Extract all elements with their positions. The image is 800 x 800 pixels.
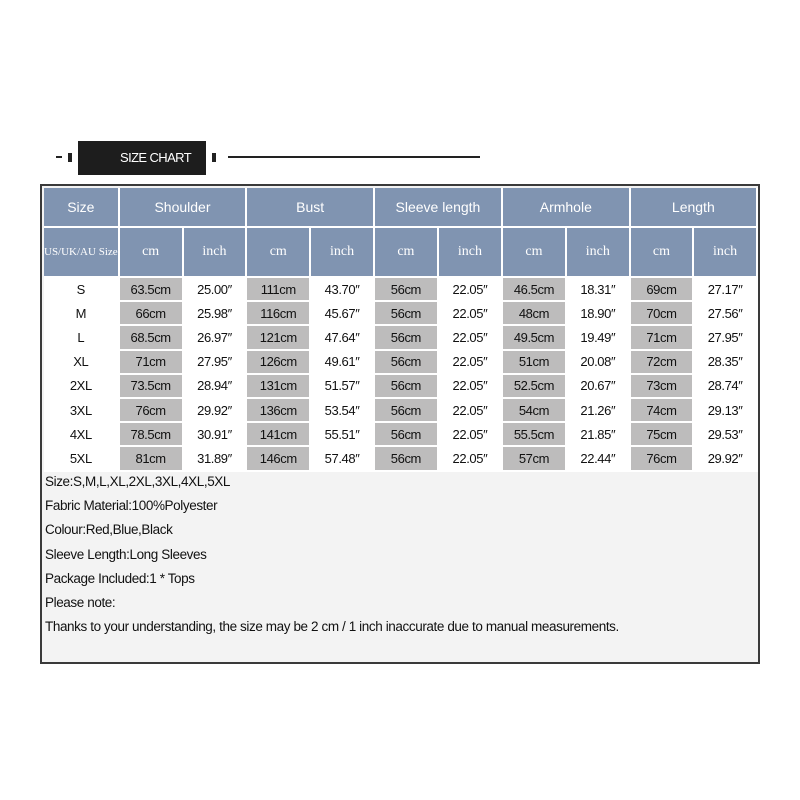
size-chart-frame (40, 184, 760, 664)
inch-value-cell: 20.67″ (567, 375, 631, 399)
product-info (45, 470, 755, 639)
inch-value-cell: 25.98″ (184, 302, 248, 326)
cm-value-cell: 72cm (631, 351, 695, 375)
inch-value-cell: 45.67″ (311, 302, 375, 326)
unit-inch-header: inch (694, 228, 758, 278)
cm-value-cell: 55.5cm (503, 423, 567, 447)
cm-value-cell: 56cm (375, 351, 439, 375)
inch-value-cell: 27.56″ (694, 302, 758, 326)
inch-value-cell: 22.05″ (439, 326, 503, 350)
cm-value-cell: 131cm (247, 375, 311, 399)
unit-cm-header: cm (631, 228, 695, 278)
inch-value-cell: 49.61″ (311, 351, 375, 375)
cm-value-cell: 81cm (120, 447, 184, 471)
column-header: Size (44, 188, 120, 228)
cm-value-cell: 56cm (375, 399, 439, 423)
inch-value-cell: 26.97″ (184, 326, 248, 350)
inch-value-cell: 28.94″ (184, 375, 248, 399)
info-line: Thanks to your understanding, the size may be 2 cm / 1 inch inaccurate due to manual measurements. (45, 619, 619, 635)
cm-value-cell: 76cm (120, 399, 184, 423)
size-chart-title: SIZE CHART (78, 141, 206, 175)
inch-value-cell: 27.17″ (694, 278, 758, 302)
unit-cm-header: cm (375, 228, 439, 278)
inch-value-cell: 18.31″ (567, 278, 631, 302)
inch-value-cell: 22.05″ (439, 351, 503, 375)
table-row (44, 351, 758, 375)
inch-value-cell: 22.05″ (439, 278, 503, 302)
cm-value-cell: 71cm (120, 351, 184, 375)
cm-value-cell: 63.5cm (120, 278, 184, 302)
cm-value-cell: 51cm (503, 351, 567, 375)
size-cell: L (44, 326, 120, 350)
unit-cm-header: cm (120, 228, 184, 278)
cm-value-cell: 56cm (375, 278, 439, 302)
size-cell: XL (44, 351, 120, 375)
header-rule (228, 156, 480, 158)
cm-value-cell: 56cm (375, 447, 439, 471)
size-table (44, 188, 758, 472)
cm-value-cell: 121cm (247, 326, 311, 350)
cm-value-cell: 78.5cm (120, 423, 184, 447)
banner-left-tab (68, 153, 72, 162)
cm-value-cell: 69cm (631, 278, 695, 302)
cm-value-cell: 48cm (503, 302, 567, 326)
info-line: Please note: (45, 594, 116, 610)
column-header: Armhole (503, 188, 631, 228)
cm-value-cell: 52.5cm (503, 375, 567, 399)
inch-value-cell: 22.05″ (439, 447, 503, 471)
table-unit-row (44, 228, 758, 278)
inch-value-cell: 22.05″ (439, 399, 503, 423)
size-cell: 4XL (44, 423, 120, 447)
header-dash (56, 156, 62, 158)
cm-value-cell: 56cm (375, 375, 439, 399)
table-row (44, 302, 758, 326)
column-header: Sleeve length (375, 188, 503, 228)
cm-value-cell: 71cm (631, 326, 695, 350)
inch-value-cell: 28.74″ (694, 375, 758, 399)
inch-value-cell: 20.08″ (567, 351, 631, 375)
cm-value-cell: 73cm (631, 375, 695, 399)
cm-value-cell: 56cm (375, 423, 439, 447)
info-line: Package Included:1 * Tops (45, 570, 195, 586)
size-region-label: US/UK/AU Size (44, 228, 120, 278)
unit-inch-header: inch (567, 228, 631, 278)
inch-value-cell: 22.05″ (439, 302, 503, 326)
cm-value-cell: 73.5cm (120, 375, 184, 399)
inch-value-cell: 47.64″ (311, 326, 375, 350)
inch-value-cell: 29.92″ (184, 399, 248, 423)
table-header-row (44, 188, 758, 228)
column-header: Bust (247, 188, 375, 228)
cm-value-cell: 75cm (631, 423, 695, 447)
size-cell: M (44, 302, 120, 326)
info-line: Sleeve Length:Long Sleeves (45, 546, 207, 562)
inch-value-cell: 27.95″ (184, 351, 248, 375)
cm-value-cell: 46.5cm (503, 278, 567, 302)
table-row (44, 423, 758, 447)
unit-inch-header: inch (311, 228, 375, 278)
inch-value-cell: 18.90″ (567, 302, 631, 326)
inch-value-cell: 43.70″ (311, 278, 375, 302)
inch-value-cell: 31.89″ (184, 447, 248, 471)
inch-value-cell: 22.44″ (567, 447, 631, 471)
cm-value-cell: 126cm (247, 351, 311, 375)
inch-value-cell: 19.49″ (567, 326, 631, 350)
inch-value-cell: 25.00″ (184, 278, 248, 302)
inch-value-cell: 51.57″ (311, 375, 375, 399)
cm-value-cell: 141cm (247, 423, 311, 447)
info-line: Colour:Red,Blue,Black (45, 522, 173, 538)
cm-value-cell: 56cm (375, 302, 439, 326)
inch-value-cell: 30.91″ (184, 423, 248, 447)
unit-cm-header: cm (503, 228, 567, 278)
inch-value-cell: 29.53″ (694, 423, 758, 447)
inch-value-cell: 22.05″ (439, 423, 503, 447)
unit-inch-header: inch (184, 228, 248, 278)
cm-value-cell: 66cm (120, 302, 184, 326)
inch-value-cell: 21.85″ (567, 423, 631, 447)
unit-inch-header: inch (439, 228, 503, 278)
cm-value-cell: 146cm (247, 447, 311, 471)
inch-value-cell: 55.51″ (311, 423, 375, 447)
cm-value-cell: 56cm (375, 326, 439, 350)
cm-value-cell: 111cm (247, 278, 311, 302)
unit-cm-header: cm (247, 228, 311, 278)
inch-value-cell: 28.35″ (694, 351, 758, 375)
banner-right-tab (212, 153, 216, 162)
size-cell: 5XL (44, 447, 120, 471)
cm-value-cell: 49.5cm (503, 326, 567, 350)
table-row (44, 326, 758, 350)
inch-value-cell: 57.48″ (311, 447, 375, 471)
size-chart-banner (68, 141, 216, 175)
cm-value-cell: 57cm (503, 447, 567, 471)
info-line: Fabric Material:100%Polyester (45, 498, 218, 514)
inch-value-cell: 53.54″ (311, 399, 375, 423)
inch-value-cell: 29.13″ (694, 399, 758, 423)
table-row (44, 278, 758, 302)
cm-value-cell: 76cm (631, 447, 695, 471)
inch-value-cell: 29.92″ (694, 447, 758, 471)
size-cell: S (44, 278, 120, 302)
inch-value-cell: 22.05″ (439, 375, 503, 399)
info-line: Size:S,M,L,XL,2XL,3XL,4XL,5XL (45, 474, 231, 489)
cm-value-cell: 116cm (247, 302, 311, 326)
table-row (44, 399, 758, 423)
table-row (44, 375, 758, 399)
cm-value-cell: 74cm (631, 399, 695, 423)
column-header: Shoulder (120, 188, 248, 228)
cm-value-cell: 54cm (503, 399, 567, 423)
cm-value-cell: 136cm (247, 399, 311, 423)
cm-value-cell: 70cm (631, 302, 695, 326)
cm-value-cell: 68.5cm (120, 326, 184, 350)
inch-value-cell: 21.26″ (567, 399, 631, 423)
size-cell: 3XL (44, 399, 120, 423)
table-row (44, 447, 758, 471)
column-header: Length (631, 188, 758, 228)
inch-value-cell: 27.95″ (694, 326, 758, 350)
size-cell: 2XL (44, 375, 120, 399)
table-body (44, 278, 758, 472)
